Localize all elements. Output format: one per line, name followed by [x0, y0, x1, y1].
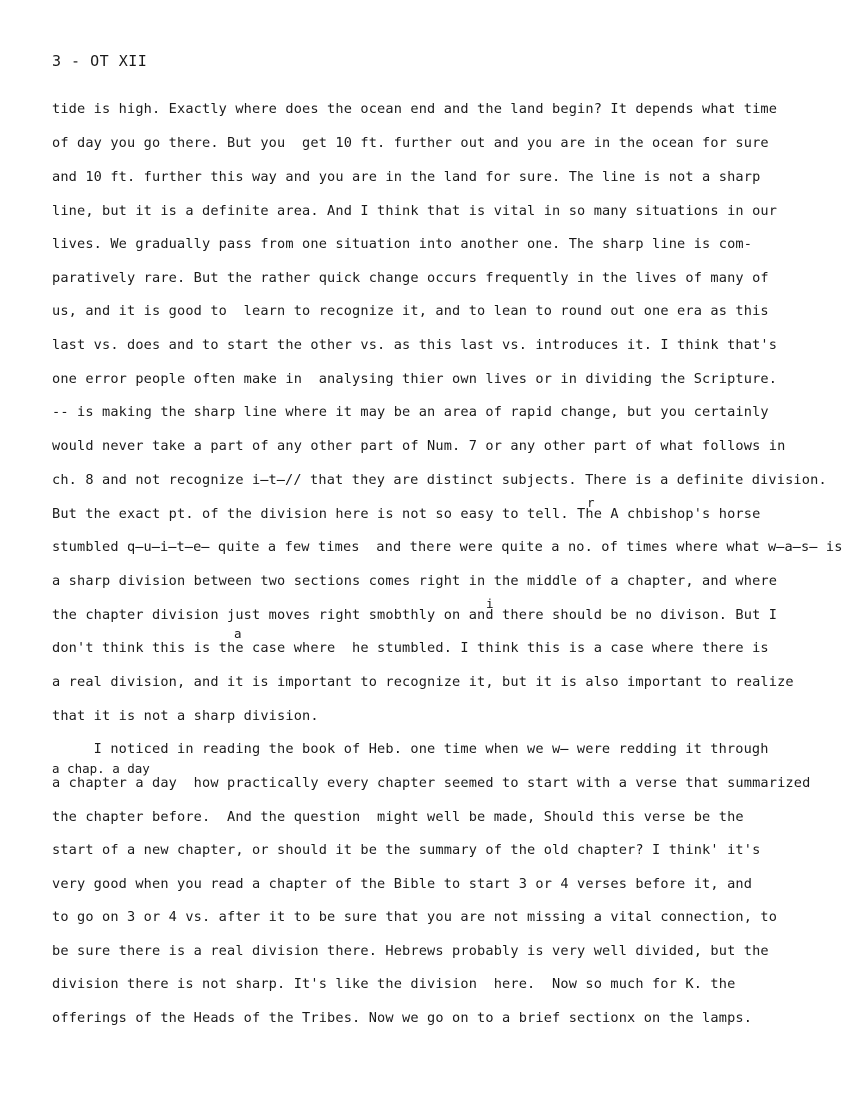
typed-insert-chap-a-day: a chap. a day [52, 761, 150, 776]
text-line: a sharp division between two sections comes right in the middle of a chapter, and where [52, 573, 778, 589]
text-line: tide is high. Exactly where does the ocean end and the land begin? It depends what time [52, 101, 778, 117]
text-line: division there is not sharp. It's like the division here. Now so much for K. the [52, 976, 736, 992]
text-line: paratively rare. But the rather quick change occurs frequently in the lives of many of [52, 270, 769, 286]
text-line: I noticed in reading the book of Heb. one time when we w̶ were redding it through [52, 741, 769, 757]
text-line: start of a new chapter, or should it be the summary of the old chapter? I think' it's [52, 842, 761, 858]
text-line: don't think this is the case where he stumbled. I think this is a case where there is [52, 640, 769, 656]
text-line: would never take a part of any other part of Num. 7 or any other part of what follows in [52, 438, 786, 454]
text-line: to go on 3 or 4 vs. after it to be sure that you are not missing a vital connection, to [52, 909, 778, 925]
page-header: 3 - OT XII [52, 52, 148, 70]
text-line: and 10 ft. further this way and you are in the land for sure. The line is not a sharp [52, 169, 761, 185]
text-line: But the exact pt. of the division here is not so easy to tell. The A chbishop's horse [52, 506, 761, 522]
text-line: a chapter a day how practically every chapter seemed to start with a verse that summarized [52, 775, 811, 791]
typed-insert-a: a [234, 626, 242, 641]
text-line: line, but it is a definite area. And I think that is vital in so many situations in our [52, 203, 778, 219]
text-line: us, and it is good to learn to recognize it, and to lean to round out one era as this [52, 303, 769, 319]
text-line: a real division, and it is important to recognize it, but it is also important to realize [52, 674, 794, 690]
text-line: of day you go there. But you get 10 ft. further out and you are in the ocean for sure [52, 135, 769, 151]
text-line: stumbled q̶u̶i̶t̶e̶ quite a few times and there were quite a no. of times where what w̶a̶s̶ is [52, 539, 843, 555]
handwritten-insert-i: i [486, 596, 494, 611]
text-line: ch. 8 and not recognize i̶t̶// that they are distinct subjects. There is a definite division. [52, 472, 827, 488]
text-line: that it is not a sharp division. [52, 708, 319, 724]
handwritten-insert-r: r [587, 495, 595, 510]
text-line: be sure there is a real division there. Hebrews probably is very well divided, but the [52, 943, 769, 959]
text-line: last vs. does and to start the other vs. as this last vs. introduces it. I think that's [52, 337, 778, 353]
text-line: the chapter before. And the question might well be made, Should this verse be the [52, 809, 744, 825]
text-line: offerings of the Heads of the Tribes. Now we go on to a brief sectionx on the lamps. [52, 1010, 753, 1026]
text-line: lives. We gradually pass from one situation into another one. The sharp line is com- [52, 236, 753, 252]
text-line: very good when you read a chapter of the Bible to start 3 or 4 verses before it, and [52, 876, 753, 892]
text-line: one error people often make in analysing thier own lives or in dividing the Scripture. [52, 371, 778, 387]
text-line: -- is making the sharp line where it may be an area of rapid change, but you certainly [52, 404, 769, 420]
text-line: the chapter division just moves right smobthly on and there should be no divison. But I [52, 607, 778, 623]
